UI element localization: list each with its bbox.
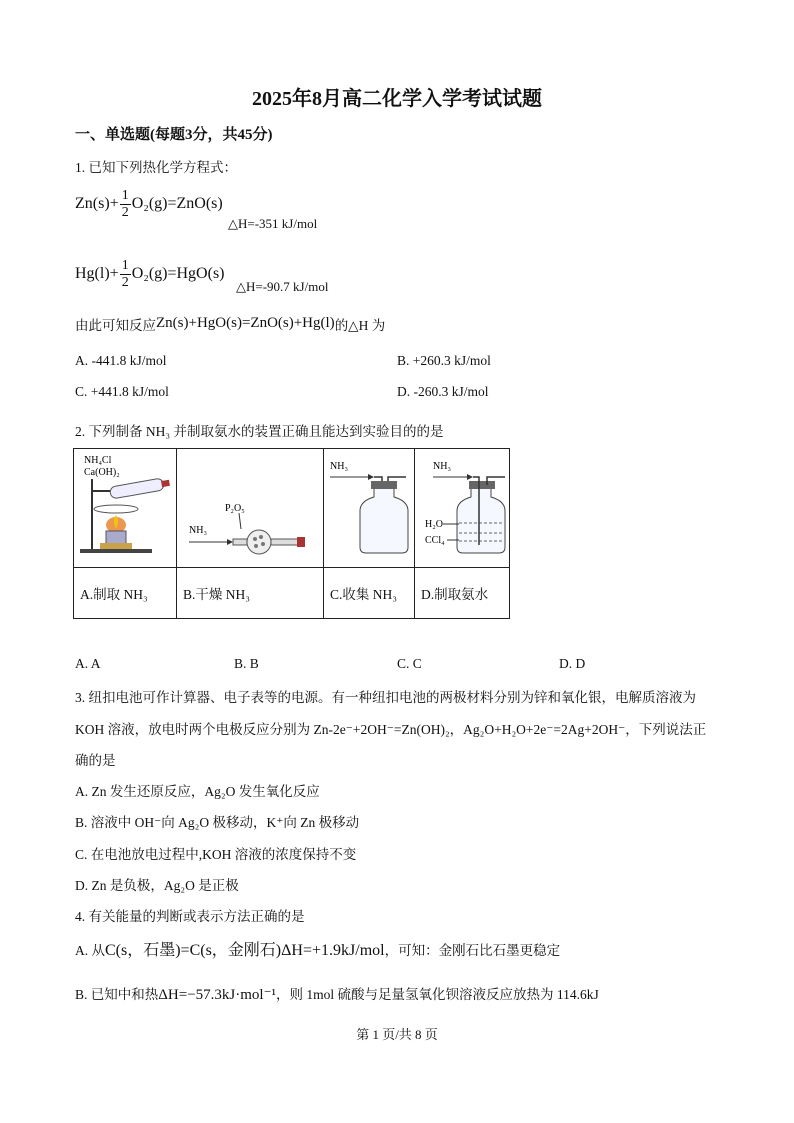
q2-option-b: B. B — [234, 656, 259, 671]
apparatus-c-cell — [324, 449, 415, 568]
q2-option-c: C. C — [397, 656, 422, 671]
svg-text:CCl₄: CCl₄ — [425, 535, 445, 546]
apparatus-a-figure — [74, 449, 176, 562]
svg-text:P₂O₅: P₂O₅ — [225, 503, 245, 514]
apparatus-a-cell — [74, 449, 177, 568]
svg-text:NH₃: NH₃ — [189, 525, 207, 536]
q1-option-c: C. +441.8 kJ/mol — [75, 384, 169, 399]
q1-option-a: A. -441.8 kJ/mol — [75, 353, 167, 368]
q4-stem: 4. 有关能量的判断或表示方法正确的是 — [75, 909, 305, 924]
q1-equation-2: Hg(l)+ $\frac{1}{2}$ O₂(g)=HgO(s) — [75, 258, 225, 290]
svg-text:NH₄Cl: NH₄Cl — [84, 455, 112, 466]
q3-stem-line-2: KOH 溶液，放电时两个电极反应分别为 Zn-2e⁻+2OH⁻=Zn(OH)₂，Ag₂O+H₂O+2e⁻=2Ag+2OH⁻，下列说法正 — [75, 722, 707, 737]
q3-option-c: C. 在电池放电过程中,KOH 溶液的浓度保持不变 — [75, 847, 357, 862]
apparatus-a-label: A.制取 NH₃ — [74, 568, 177, 619]
svg-text:NH₃: NH₃ — [330, 461, 348, 472]
q3-stem-line-1: 3. 纽扣电池可作计算器、电子表等的电源。有一种纽扣电池的两极材料分别为锌和氧化银，电解质溶液为 — [75, 690, 696, 705]
apparatus-c-label: C.收集 NH₃ — [324, 568, 415, 619]
q1-option-b: B. +260.3 kJ/mol — [397, 353, 491, 368]
q1-option-d: D. -260.3 kJ/mol — [397, 384, 489, 399]
q2-stem: 2. 下列制备 NH₃ 并制取氨水的装置正确且能达到实验目的的是 — [75, 424, 444, 439]
svg-text:Ca(OH)₂: Ca(OH)₂ — [84, 467, 120, 478]
q4-option-b: B. 已知中和热ΔH=−57.3kJ·mol⁻¹，则 1mol 硫酸与足量氢氧化钡溶液反应放热为 114.6kJ — [75, 987, 599, 1003]
q1-equation-1: Zn(s)+ $\frac{1}{2}$ O₂(g)=ZnO(s) — [75, 188, 223, 220]
apparatus-c-figure — [324, 449, 414, 562]
apparatus-d-label: D.制取氨水 — [415, 568, 510, 619]
section-heading: 一、单选题(每题3分，共45分) — [75, 127, 273, 143]
q3-option-d: D. Zn 是负极，Ag₂O 是正极 — [75, 878, 239, 893]
q1-question: 由此可知反应Zn(s)+HgO(s)=ZnO(s)+Hg(l)的△H 为 — [75, 315, 386, 333]
q4-option-a: A. 从C(s，石墨)=C(s，金刚石)ΔH=+1.9kJ/mol，可知：金刚石比石墨更稳定 — [75, 942, 561, 959]
apparatus-d-figure — [415, 449, 509, 562]
q2-option-d: D. D — [559, 656, 586, 671]
apparatus-b-cell — [177, 449, 324, 568]
page-footer: 第 1 页/共 8 页 — [356, 1027, 438, 1042]
q1-stem: 1. 已知下列热化学方程式： — [75, 160, 237, 175]
q3-stem-line-3: 确的是 — [75, 753, 116, 768]
page-title: 2025年8月高二化学入学考试试题 — [252, 88, 542, 110]
apparatus-table — [73, 448, 510, 619]
apparatus-b-figure — [177, 449, 323, 562]
q3-option-a: A. Zn 发生还原反应，Ag₂O 发生氧化反应 — [75, 784, 320, 799]
apparatus-b-label: B.干燥 NH₃ — [177, 568, 324, 619]
apparatus-d-cell — [415, 449, 510, 568]
q1-equation-2-dh: △H=-90.7 kJ/mol — [236, 279, 329, 294]
q1-equation-1-dh: △H=-351 kJ/mol — [228, 216, 318, 231]
svg-text:H₂O: H₂O — [425, 519, 443, 530]
svg-text:NH₃: NH₃ — [433, 461, 451, 472]
q3-option-b: B. 溶液中 OH⁻向 Ag₂O 极移动，K⁺向 Zn 极移动 — [75, 815, 360, 830]
q2-option-a: A. A — [75, 656, 101, 671]
